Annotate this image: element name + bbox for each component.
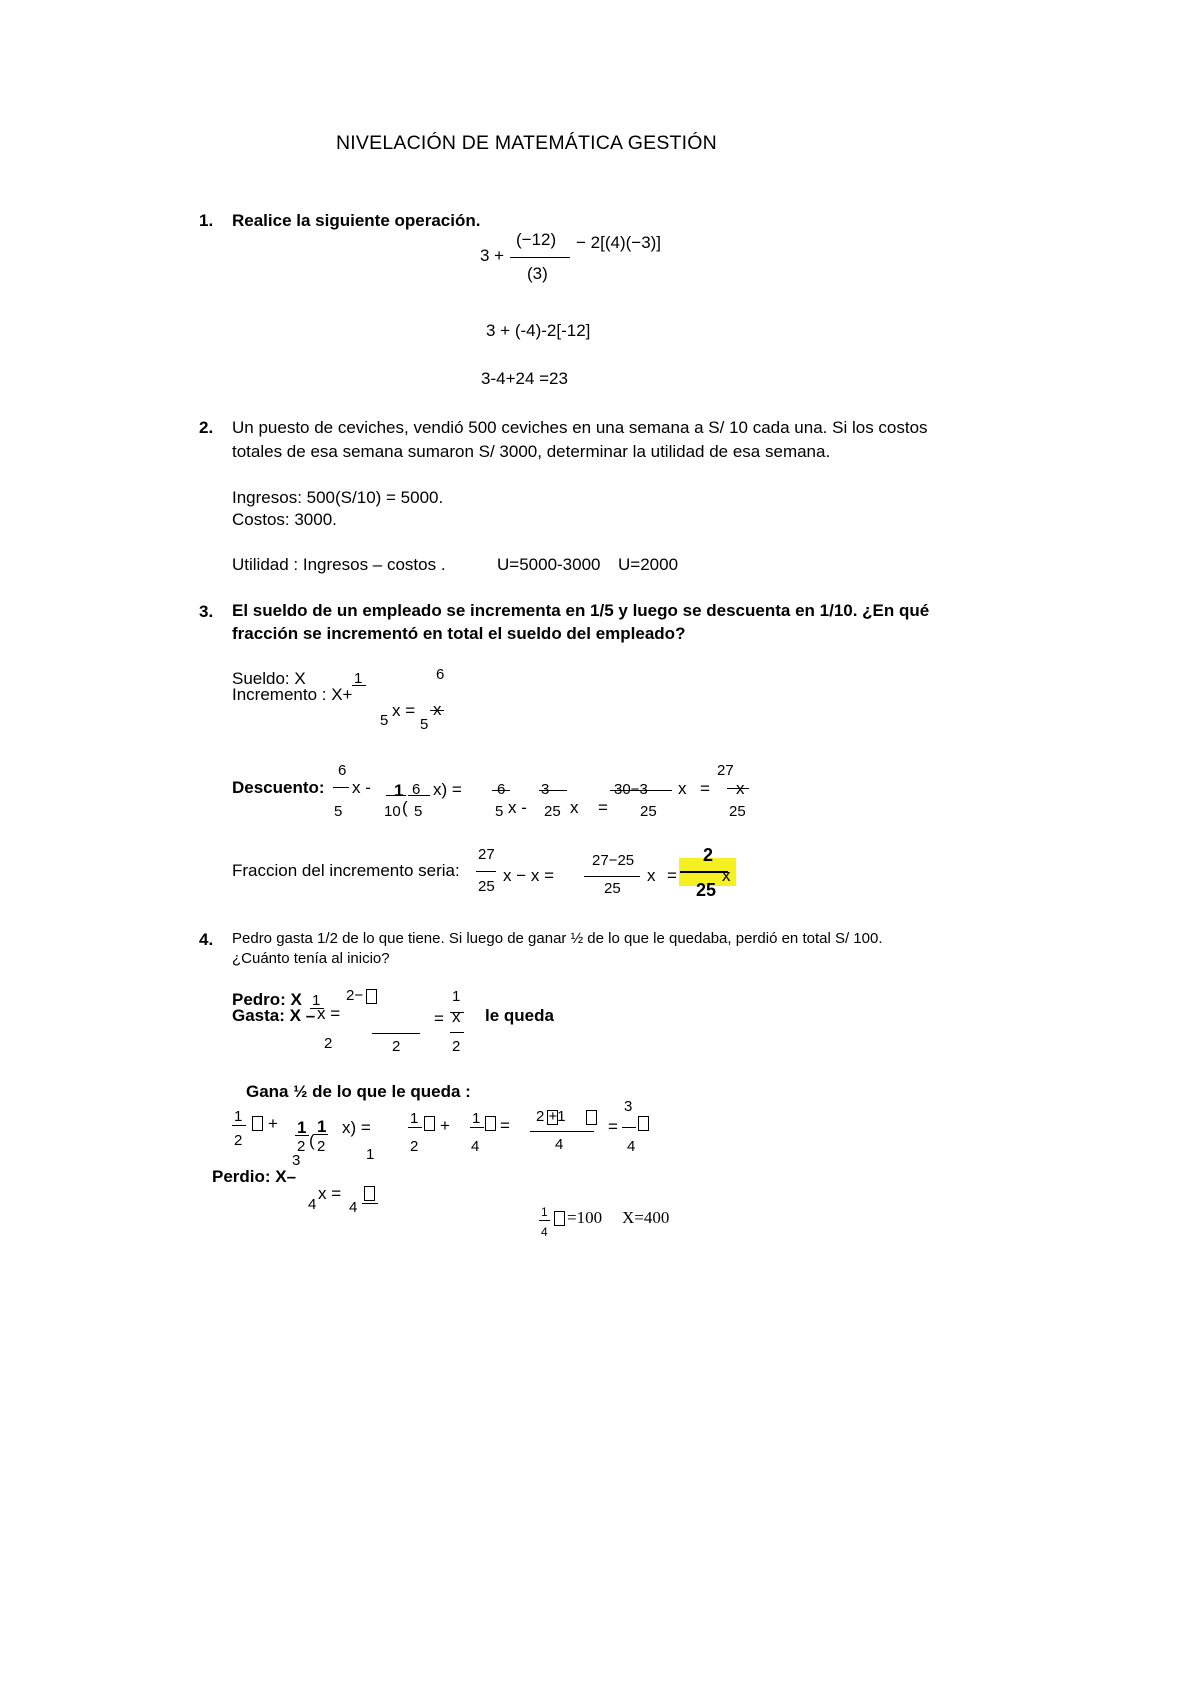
p3-f-x: x xyxy=(647,866,656,885)
p3-d-25c: 25 xyxy=(729,803,746,820)
p3-d-1: 1 xyxy=(394,781,404,800)
missing-glyph-box xyxy=(554,1211,565,1226)
p4-h-2: 2 xyxy=(234,1132,243,1149)
p3-d-3: 3 xyxy=(541,781,550,798)
missing-glyph-box xyxy=(547,1110,558,1125)
p3-f-27: 27 xyxy=(478,846,495,863)
p3-d-x4: x xyxy=(736,779,745,798)
p4-g-num: 2− xyxy=(346,987,364,1004)
missing-glyph-box xyxy=(252,1116,263,1131)
problem-4-line-2: ¿Cuánto tenía al inicio? xyxy=(232,950,390,967)
p4-h-1e: 1 xyxy=(472,1110,481,1127)
p3-sueldo: Sueldo: X xyxy=(232,669,306,688)
p3-inc-6: 6 xyxy=(436,666,445,683)
p4-g-bar-2 xyxy=(372,1033,420,1034)
p3-f-eq: = xyxy=(667,866,677,885)
p3-inc-bar xyxy=(352,685,366,686)
p4-g-1: 1 xyxy=(312,992,321,1009)
p3-d-5: 5 xyxy=(334,803,343,820)
p4-h-4: 4 xyxy=(471,1138,480,1155)
p4-h-bar-1 xyxy=(232,1125,246,1126)
p3-d-paren-open: ( xyxy=(402,798,408,817)
p2-ingresos: Ingresos: 500(S/10) = 5000. xyxy=(232,488,444,507)
p1-expr-lead: 3 + xyxy=(480,246,505,265)
p3-d-xclose: x) = xyxy=(433,780,462,799)
p4-h-3: 3 xyxy=(624,1098,633,1115)
problem-4-line-1: Pedro gasta 1/2 de lo que tiene. Si luego de ganar ½ de lo que le quedaba, perdió en total S/ 100. xyxy=(232,930,883,947)
p4-pedro: Pedro: X xyxy=(232,990,302,1009)
page-title: NIVELACIÓN DE MATEMÁTICA GESTIÓN xyxy=(336,132,717,154)
p4-h-4b: 4 xyxy=(555,1136,564,1153)
problem-2-line-1: Un puesto de ceviches, vendió 500 ceviches en una semana a S/ 10 cada una. Si los costos xyxy=(232,418,928,437)
missing-glyph-box xyxy=(366,989,377,1004)
p1-step-2: 3-4+24 =23 xyxy=(481,369,568,388)
p3-f-bar-2 xyxy=(584,876,640,877)
p4-h-1: 1 xyxy=(234,1108,243,1125)
p1-expr-numerator: (−12) xyxy=(516,230,557,249)
p4-gasta: Gasta: X – xyxy=(232,1006,316,1025)
missing-glyph-box xyxy=(364,1186,375,1201)
p3-d-x2: x xyxy=(570,798,579,817)
p4-g-2: 2 xyxy=(324,1035,333,1052)
p1-expr-denominator: (3) xyxy=(527,264,548,283)
p3-d-xminus2: x - xyxy=(508,798,527,817)
p3-d-bar-5 xyxy=(610,790,672,791)
p4-h-2b: 2 xyxy=(297,1138,306,1155)
p3-f-27m25: 27−25 xyxy=(592,852,635,869)
p3-inc-strike xyxy=(430,710,444,711)
p3-d-30m3: 30−3 xyxy=(614,781,648,798)
p4-h-bar-3 xyxy=(314,1134,328,1135)
p4-final-x: X=400 xyxy=(622,1208,670,1227)
p4-h-paren: ( xyxy=(309,1131,315,1150)
p3-d-bar-1 xyxy=(333,787,349,788)
p3-descuento-label: Descuento: xyxy=(232,778,325,797)
problem-1-statement: Realice la siguiente operación. xyxy=(232,211,481,230)
p3-inc-x: x xyxy=(433,700,442,719)
p4-final-eq: =100 xyxy=(567,1208,603,1227)
p3-f-25c: 25 xyxy=(696,880,717,900)
p3-inc-5b: 5 xyxy=(420,716,429,733)
missing-glyph-box xyxy=(485,1116,496,1131)
p3-d-eq2: = xyxy=(700,779,710,798)
p4-p-3: 3 xyxy=(292,1152,301,1169)
p4-p-4: 4 xyxy=(308,1196,317,1213)
p4-h-eq: = xyxy=(500,1116,510,1135)
p4-p-4b: 4 xyxy=(349,1199,358,1216)
p4-final-1: 1 xyxy=(541,1205,548,1219)
p4-h-1d: 1 xyxy=(410,1110,419,1127)
p4-p-bar xyxy=(362,1203,378,1204)
p1-expr-tail: − 2[(4)(−3)] xyxy=(576,233,662,252)
p4-h-2d: 2 xyxy=(410,1138,419,1155)
p4-g-x: x = xyxy=(317,1004,341,1023)
p3-d-bar-4 xyxy=(539,790,567,791)
p4-h-plus: + xyxy=(268,1114,278,1133)
p3-inc-1: 1 xyxy=(354,670,363,687)
p4-h-1c: 1 xyxy=(317,1117,327,1136)
p4-le-queda: le queda xyxy=(485,1006,554,1025)
p1-step-1: 3 + (-4)-2[-12] xyxy=(486,321,591,340)
p3-d-10: 10 xyxy=(384,803,401,820)
problem-1-number: 1. xyxy=(199,211,214,230)
p3-f-xmx: x − x = xyxy=(503,866,555,885)
p4-h-1b: 1 xyxy=(297,1118,307,1137)
p4-h-eq2: = xyxy=(608,1117,618,1136)
p4-g-den: 2 xyxy=(392,1038,401,1055)
p3-inc-5a: 5 xyxy=(380,712,389,729)
p4-g-2b: 2 xyxy=(452,1038,461,1055)
problem-4-number: 4. xyxy=(199,930,214,949)
p3-d-bar-3 xyxy=(408,795,430,796)
problem-2-number: 2. xyxy=(199,418,214,437)
p3-d-5b: 5 xyxy=(414,803,423,820)
p4-g-eq: = xyxy=(434,1009,444,1028)
p2-u-result: U=2000 xyxy=(618,555,679,574)
p4-final-bar xyxy=(539,1220,550,1221)
p3-d-6c: 6 xyxy=(497,781,506,798)
missing-glyph-box xyxy=(638,1116,649,1131)
p3-d-6: 6 xyxy=(338,762,347,779)
problem-2-line-2: totales de esa semana sumaron S/ 3000, determinar la utilidad de esa semana. xyxy=(232,442,831,461)
p4-h-num: 2 +1 xyxy=(536,1108,566,1125)
p3-d-xminus: x - xyxy=(352,778,371,797)
p3-f-25b: 25 xyxy=(604,880,621,897)
p4-h-bar-4 xyxy=(408,1127,422,1128)
p3-d-27: 27 xyxy=(717,762,734,779)
p3-d-5c: 5 xyxy=(495,803,504,820)
p3-d-eq: = xyxy=(598,798,608,817)
p4-h-bar-5 xyxy=(470,1127,484,1128)
p4-h-plus2: + xyxy=(440,1116,450,1135)
problem-3-line-1: El sueldo de un empleado se incrementa en 1/5 y luego se descuenta en 1/10. ¿En qué xyxy=(232,601,930,620)
p1-fraction-bar xyxy=(510,257,570,258)
p4-p-xeq: x = xyxy=(318,1184,342,1203)
p4-gana: Gana ½ de lo que le queda : xyxy=(246,1082,471,1101)
missing-glyph-box xyxy=(586,1110,597,1125)
p3-incremento: Incremento : X+ xyxy=(232,685,353,704)
p4-h-bar-6 xyxy=(530,1131,594,1132)
p4-final-4: 4 xyxy=(541,1225,548,1239)
p4-perdio: Perdio: X– xyxy=(212,1167,297,1186)
p3-d-bar-2 xyxy=(386,795,406,796)
p3-d-25b: 25 xyxy=(640,803,657,820)
p4-h-4c: 4 xyxy=(627,1138,636,1155)
problem-3-number: 3. xyxy=(199,602,214,621)
p4-g-1b: 1 xyxy=(452,988,461,1005)
p3-f-bar-3 xyxy=(680,871,728,873)
p3-d-6b: 6 xyxy=(412,781,421,798)
p3-f-25: 25 xyxy=(478,878,495,895)
p3-f-bar-1 xyxy=(476,871,496,872)
problem-3-line-2: fracción se incrementó en total el sueldo del empleado? xyxy=(232,624,686,643)
p4-h-xclose: x) = xyxy=(342,1118,371,1137)
p3-d-25a: 25 xyxy=(544,803,561,820)
p3-f-x2: x xyxy=(722,866,731,885)
p4-h-2c: 2 xyxy=(317,1138,326,1155)
p4-h-bar-2 xyxy=(295,1135,309,1136)
p3-fraccion-label: Fraccion del incremento seria: xyxy=(232,861,460,880)
p4-h-bar-7 xyxy=(622,1127,636,1128)
p2-costos: Costos: 3000. xyxy=(232,510,337,529)
p2-u-calc: U=5000-3000 xyxy=(497,555,601,574)
missing-glyph-box xyxy=(424,1116,435,1131)
p4-h-1f: 1 xyxy=(366,1146,375,1163)
p3-inc-xeq: x = xyxy=(392,701,416,720)
p4-g-xb: x xyxy=(452,1007,461,1026)
p3-f-2: 2 xyxy=(703,845,714,865)
p3-d-x3: x xyxy=(678,779,687,798)
p2-utilidad: Utilidad : Ingresos – costos . xyxy=(232,555,446,574)
p4-g-bar-4 xyxy=(450,1032,464,1033)
p3-d-strike-6 xyxy=(492,790,510,791)
